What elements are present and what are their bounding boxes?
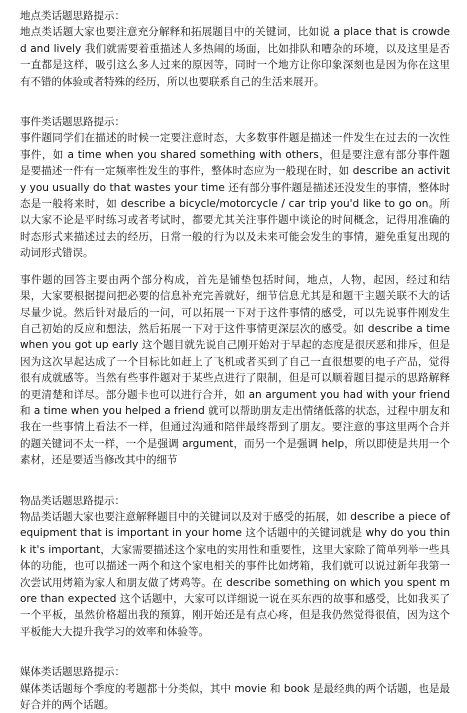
section-title: 媒体类话题思路提示： xyxy=(20,666,125,679)
section-event xyxy=(20,114,450,469)
section-paragraph: 地点类话题大家也要注意充分解释和拓展题目中的关键词，比如说 a place that is crowded and lively 我们就需要着重描述人多热闹的场面，比如排队和嘈杂的环境，以及这里是否一直都是这样，吸引这么多人过来的原因等，同时一个地方让你印象深刻也是因为你在这里有不错的体验或者特殊的经历，所以也要联系自己的生活来展开。 xyxy=(20,26,450,88)
section-paragraph: 事件题的回答主要由两个部分构成，首先是铺垫包括时间，地点，人物，起因，经过和结果，大家要根据提问把必要的信息补充完善就好，细节信息尤其是和题干主题关联不大的话尽量少说。然后针对最后的一问，可以拓展一下对于这件事情的感受，可以先说事件刚发生自己初始的反应和想法，然后拓展一下对于这件事情更深层次的感受。如 describe a time when you got up early 这个题目就先说自己刚开始对于早起的态度是很厌恶和排斥，但是因为这次早起达成了一个目标比如赶上了飞机或者买到了自己一直很想要的电子产品，觉得很有成就感等。当然有些事件题对于某些点进行了限制，但是可以顺着题目提示的思路解释的更清楚和详尽。部分题卡也可以进行合并，如 an argument you had with your friend 和 a time when you helped a friend 就可以帮助朋友走出情绪低落的状态，过程中朋友和我在一些事情上看法不一样，但通过沟通和陪伴最终帮到了朋友。要注意的事这里两个合并的题关键词不太一样，一个是强调 argument，而另一个是强调 help，所以即使是共用一个素材，还是要适当修改其中的细节 xyxy=(20,273,450,467)
document-page xyxy=(20,8,450,713)
section-paragraph: 媒体类话题每个季度的考题都十分类似，其中 movie 和 book 是最经典的两个话题，也是最好合并的两个话题。 xyxy=(20,682,450,712)
section-title: 事件类话题思路提示： xyxy=(20,116,125,129)
section-title: 地点类话题思路提示： xyxy=(20,10,125,22)
section-media xyxy=(20,664,450,713)
section-place xyxy=(20,8,450,90)
section-paragraph: 事件题同学们在描述的时候一定要注意时态，大多数事件题是描述一件发生在过去的一次性事件，如 a time when you shared something with others，但是要注意有部分事件题是要描述一件有一定频率性发生的事件，整体时态应为一般现在时，如 describe an activity you usually do that wastes your time 还有部分事件题是描述还没发生的事情，整体时态是一般将来时，如 describe a bicycle/motorcycle / car trip you'd like to go on。所以大家不论是平时练习或者考试时，都要尤其关注事件题中谈论的时间概念，记得用准确的时态形式来描述过去的经历，日常一般的行为以及未来可能会发生的事情，避免重复出现的动词形式错误。 xyxy=(20,132,450,260)
section-title: 物品类话题思路提示： xyxy=(20,494,125,507)
section-object xyxy=(20,493,450,641)
section-paragraph: 物品类话题大家也要注意解释题目中的关键词以及对于感受的拓展，如 describe a piece of equipment that is important in your home 这个话题中的关键词就是 why do you think it's important，大家需要描述这个家电的实用性和重要性，这里大家除了简单列举一些具体的功能，也可以描述一两个和这个家电相关的事件比如烤箱，我们就可以说过新年我第一次尝试用烤箱为家人和朋友做了烤鸡等。在 describe something on which you spent more than expected 这个话题中，大家可以详细说一说在买东西的故事和感受，比如我买了一个平板，虽然价格超出我的预算，刚开始还是有点心疼，但是我仍然觉得很值，因为这个平板能大大提升我学习的效率和体验等。 xyxy=(20,510,450,638)
